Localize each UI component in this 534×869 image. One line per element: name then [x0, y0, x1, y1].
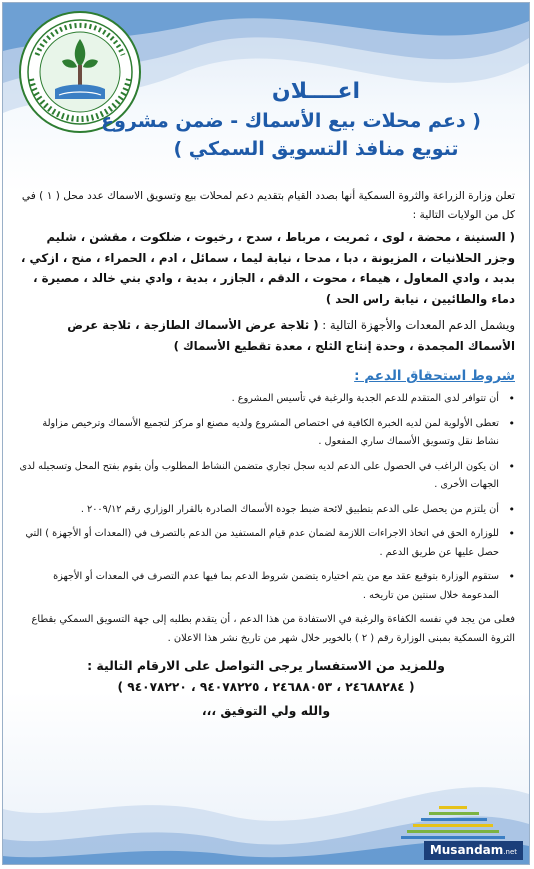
bullet-icon: • — [508, 527, 515, 540]
watermark-badge — [424, 841, 523, 860]
condition-item — [17, 390, 515, 409]
equipment-items: ( ثلاجة عرض الأسماك الطازجة ، ثلاجة عرض الأسماك المجمدة ، وحدة إنتاج الثلج ، معدة تقطيع الأسماك ) — [67, 318, 515, 353]
areas-paragraph: ( السنينة ، محضة ، لوى ، ثمريت ، مرباط ، سدح ، رخيوت ، ضلكوت ، مقشن ، شليم وجزر الحلانيات ، المزيونة ، دبا ، مدحا ، نيابة ليما ، سمائل ، ادم ، الحمراء ، منح ، ازكي ، بدبد ، وادي المعاول ، هيماء ، محوت ، الدقم ، الجازر ، بدية ، وادي بني خالد ، مصيرة ، دماء والطائيين ، نيابة راس الحد ) — [21, 230, 515, 306]
application-paragraph: فعلى من يجد في نفسه الكفاءة والرغبة في الاستفادة من هذا الدعم ، أن يتقدم بطلبه إلى جهة التسويق السمكي بقطاع الثروة السمكية بمبنى الوزارة رقم ( ٢ ) بالخوير خلال شهر من تاريخ نشر هذا الاعلان . — [31, 614, 515, 644]
title-line-1: ( دعم محلات بيع الأسماك - ضمن مشروع — [101, 110, 481, 132]
header — [101, 77, 481, 163]
closing-line: والله ولي التوفيق ،،، — [201, 703, 331, 718]
announcement-body — [17, 187, 515, 722]
condition-item — [17, 568, 515, 605]
equipment-lead: ويشمل الدعم المعدات والأجهزة التالية : — [322, 318, 515, 332]
condition-text: أن تتوافر لدى المتقدم للدعم الجدية والرغبة في تأسيس المشروع . — [231, 393, 499, 404]
watermark-tld: .net — [503, 848, 517, 856]
title-line-2: تنويع منافذ التسويق السمكي ) — [173, 138, 459, 160]
bullet-icon: • — [508, 570, 515, 583]
condition-text: أن يلتزم من يحصل على الدعم بتطبيق لائحة ضبط جودة الأسماك الصادرة بالقرار الوزاري رقم ٢٠٠٩/١٢ . — [80, 503, 499, 515]
conditions-list — [17, 390, 515, 605]
equipment-paragraph — [17, 315, 515, 356]
condition-text: تعطى الأولوية لمن لديه الخبرة الكافية في اختصاص المشروع ولديه مصنع او مركز لتجميع الأسماك وترخيص مزاولة نشاط نقل وتسويق الأسماك ساري المفعول . — [42, 417, 499, 447]
bullet-icon: • — [508, 416, 515, 430]
condition-text: ستقوم الوزارة بتوقيع عقد مع من يتم اختياره يتضمن شروط الدعم بما فيها عدم التصرف في المعدات أو الأجهزة المدعومة خلال سنتين من تاريخه . — [53, 571, 499, 601]
phone-numbers: ( ٢٤٦٨٨٢٨٤ ، ٢٤٦٨٨٠٥٣ ، ٩٤٠٧٨٢٢٥ ، ٩٤٠٧٨٢٢٠ ) — [117, 680, 415, 694]
condition-text: ان يكون الراغب في الحصول على الدعم لديه سجل تجاري متضمن النشاط المطلوب وأن يقوم بفتح المحل وتسجيله لدى الجهات الأخرى . — [19, 460, 499, 490]
condition-item — [17, 458, 515, 495]
watermark-brand: Musandam — [429, 843, 504, 857]
condition-text: للوزارة الحق في اتخاذ الاجراءات اللازمة لضمان عدم قيام المستفيد من الدعم بالتصرف في (المعدات أو الأجهزة ) التي حصل عليها عن طريق الدعم . — [25, 528, 499, 558]
announcement-heading: اعــــلان — [271, 79, 361, 104]
intro-paragraph: تعلن وزارة الزراعة والثروة السمكية أنها بصدد القيام بتقديم دعم لمحلات بيع وتسويق الاسماك عدد محل ( ١ ) في كل من الولايات التالية : — [21, 190, 515, 221]
condition-item — [17, 415, 515, 452]
contact-heading: وللمزيد من الاستفسار يرجى التواصل على الارقام التالية : — [87, 658, 445, 673]
bullet-icon: • — [508, 502, 515, 516]
bullet-icon: • — [508, 459, 515, 473]
condition-item — [17, 501, 515, 520]
advertisement-frame — [2, 2, 530, 865]
condition-item — [17, 525, 515, 562]
bullet-icon: • — [508, 392, 515, 405]
conditions-title: شروط استحقاق الدعم : — [354, 368, 515, 384]
